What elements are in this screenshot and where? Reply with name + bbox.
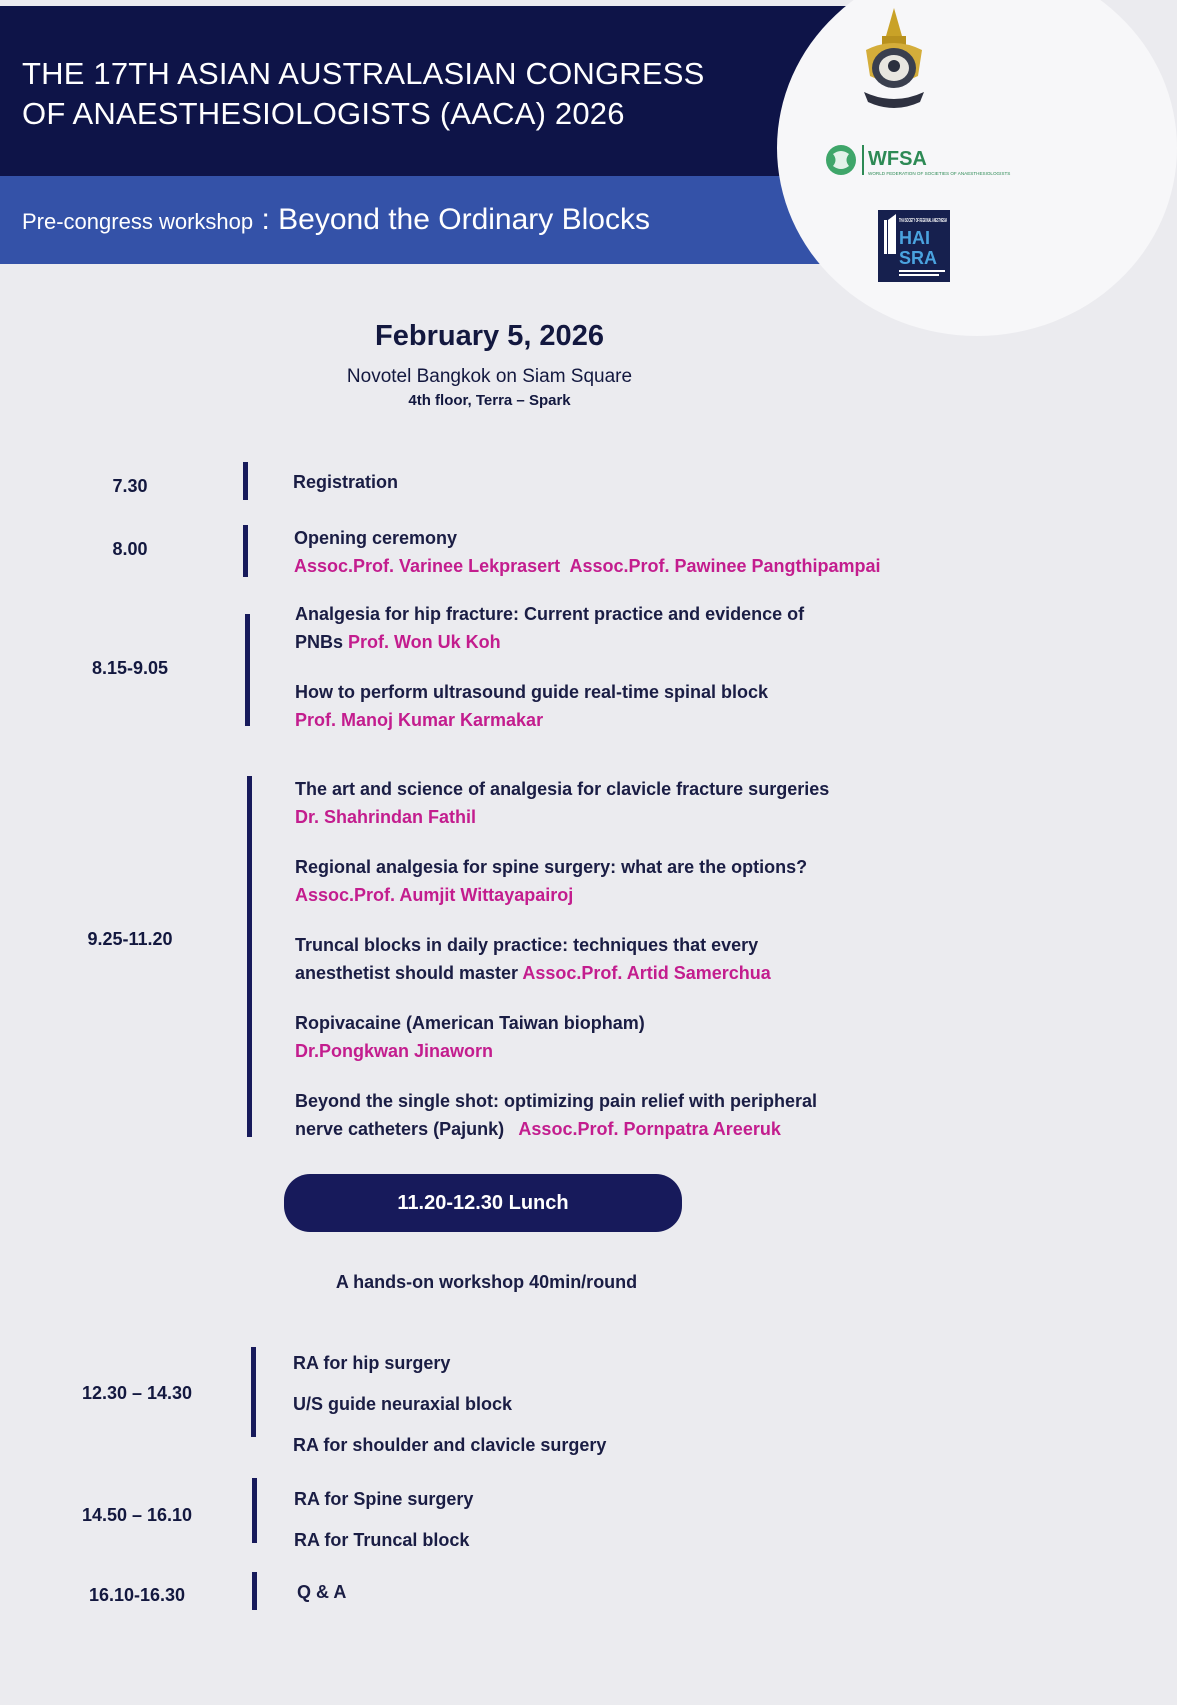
session-speaker: Prof. Manoj Kumar Karmakar — [295, 710, 544, 730]
svg-text:WFSA: WFSA — [868, 148, 927, 170]
session-title: How to perform ultrasound guide real-time spinal block — [295, 682, 769, 702]
time-label: 16.10-16.30 — [88, 1585, 186, 1605]
session-title: anesthetist should master — [295, 963, 523, 983]
timeline-bar — [252, 1572, 257, 1610]
session-block — [297, 1578, 346, 1606]
timeline-bar — [243, 462, 248, 500]
session-block — [294, 1479, 473, 1561]
session-block — [293, 468, 398, 496]
session-title: Beyond the single shot: optimizing pain relief with peripheral — [295, 1091, 818, 1111]
session-speaker: Dr. Shahrindan Fathil — [295, 807, 477, 827]
session-title: Regional analgesia for spine surgery: what are the options? — [295, 857, 808, 877]
session-speaker: Assoc.Prof. Varinee Lekprasert Assoc.Prof. Pawinee Pangthipampai — [294, 556, 881, 576]
session-title: Truncal blocks in daily practice: techniques that every — [295, 935, 759, 955]
session-block — [293, 1343, 606, 1466]
session-speaker: Assoc.Prof. Aumjit Wittayapairoj — [295, 885, 574, 905]
time-label: 7.30 — [112, 476, 148, 496]
time-label: 8.15-9.05 — [91, 658, 169, 678]
anesthesiologists-society-crest-logo — [858, 6, 930, 118]
svg-text:HAI: HAI — [899, 228, 930, 248]
session-title: Q & A — [297, 1582, 347, 1602]
event-date: February 5, 2026 — [375, 320, 604, 352]
session-title: U/S guide neuraxial block — [293, 1394, 513, 1414]
timeline-bar — [251, 1347, 256, 1437]
time-label: 12.30 – 14.30 — [81, 1383, 193, 1403]
event-floor: 4th floor, Terra – Spark — [408, 392, 571, 409]
hands-on-note: A hands-on workshop 40min/round — [335, 1272, 638, 1292]
wfsa-logo — [824, 140, 1011, 180]
svg-text:SRA: SRA — [899, 248, 938, 268]
timeline-bar — [245, 614, 250, 726]
timeline-bar — [247, 776, 252, 1137]
svg-text:WORLD FEDERATION OF SOCIETIES: WORLD FEDERATION OF SOCIETIES OF ANAESTHESIOLOGISTS — [868, 171, 1011, 176]
session-title: RA for Spine surgery — [294, 1489, 474, 1509]
session-title: Ropivacaine (American Taiwan biopham) — [295, 1013, 645, 1033]
session-title: nerve catheters (Pajunk) — [295, 1119, 519, 1139]
time-label: 14.50 – 16.10 — [81, 1505, 193, 1525]
session-title: RA for Truncal block — [294, 1530, 470, 1550]
time-label: 9.25-11.20 — [87, 929, 173, 949]
lunch-banner: 11.20-12.30 Lunch — [284, 1174, 682, 1232]
timeline-bar — [252, 1478, 257, 1543]
congress-title: THE 17TH ASIAN AUSTRALASIAN CONGRESS OF ANAESTHESIOLOGISTS (AACA) 2026 — [22, 56, 705, 131]
svg-text:THAI SOCIETY OF REGIONAL ANEST: THAI SOCIETY OF REGIONAL ANESTHESIA — [899, 218, 948, 224]
session-title: Opening ceremony — [294, 528, 458, 548]
session-title: RA for shoulder and clavicle surgery — [293, 1435, 607, 1455]
session-title: PNBs — [295, 632, 349, 652]
workshop-subtitle: Pre-congress workshop : Beyond the Ordinary Blocks — [22, 203, 650, 236]
session-title: The art and science of analgesia for clavicle fracture surgeries — [295, 779, 830, 799]
event-venue: Novotel Bangkok on Siam Square — [346, 366, 633, 387]
session-speaker: Assoc.Prof. Pornpatra Areeruk — [518, 1119, 781, 1139]
session-title: RA for hip surgery — [293, 1353, 451, 1373]
session-title: Analgesia for hip fracture: Current practice and evidence of — [295, 604, 805, 624]
session-block — [295, 600, 804, 734]
session-speaker: Assoc.Prof. Artid Samerchua — [522, 963, 771, 983]
session-speaker: Prof. Won Uk Koh — [348, 632, 501, 652]
thai-sra-logo — [878, 210, 950, 282]
session-speaker: Dr.Pongkwan Jinaworn — [295, 1041, 494, 1061]
session-title: Registration — [293, 472, 399, 492]
time-label: 8.00 — [112, 539, 148, 559]
session-block — [295, 775, 829, 1143]
session-block — [294, 524, 881, 580]
timeline-bar — [243, 525, 248, 577]
